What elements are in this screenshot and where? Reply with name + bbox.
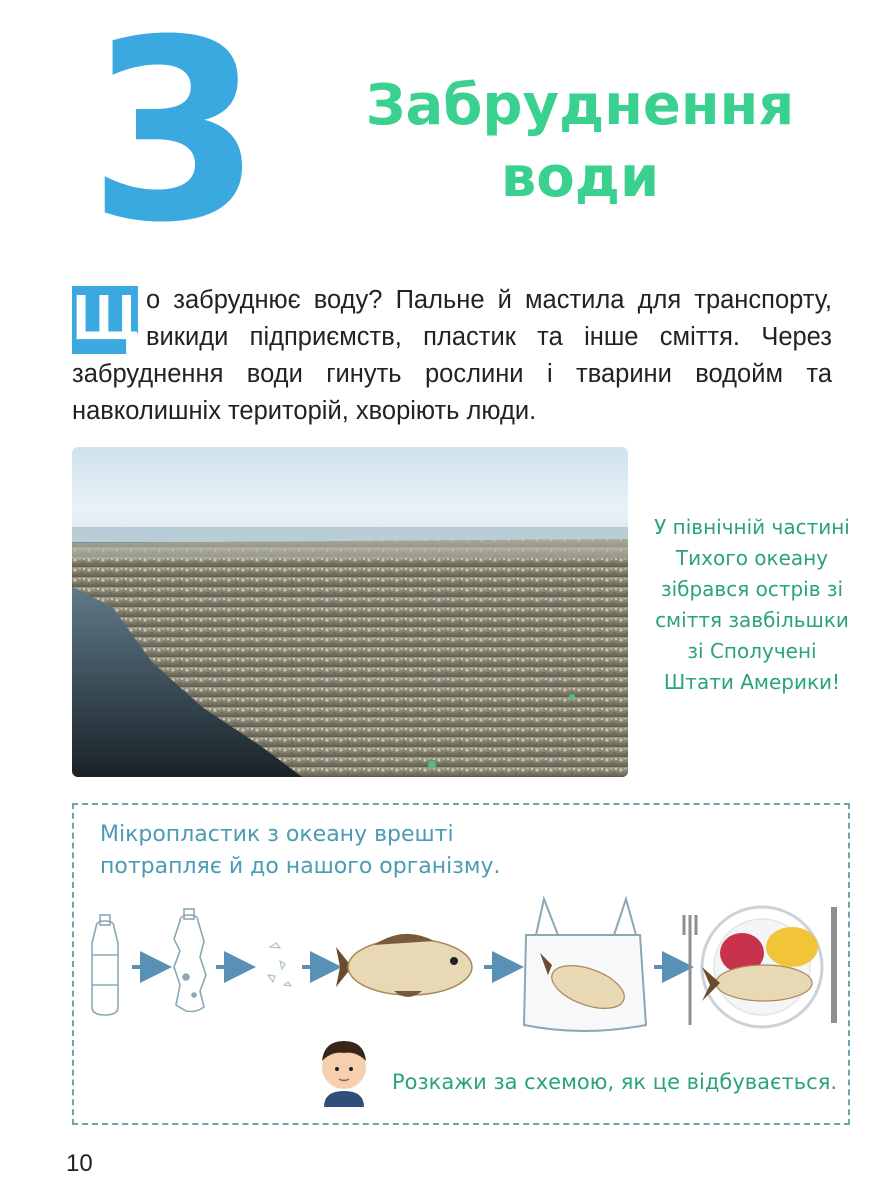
intro-paragraph: [72, 282, 832, 430]
microplastic-title: [100, 819, 560, 883]
page-number: 10: [66, 1150, 93, 1177]
plastic-fragments-icon: [268, 943, 291, 986]
chapter-number: 3: [88, 0, 258, 277]
microplastic-title-line: потрапляє й до нашого організму.: [100, 854, 501, 879]
chapter-title-line1: Забруднення: [365, 73, 795, 138]
side-note: [632, 512, 872, 698]
fish-icon: [336, 934, 472, 997]
intro-text: о забруднює воду? Пальне й мастила для транспорту, викиди підприємств, пластик та інше сміття. Через забруднення води гинуть рослини і тварини водойм та навколишніх територій, хворіють люди.: [72, 286, 832, 425]
chapter-title: [320, 70, 840, 214]
bottle-icon: [92, 915, 118, 1015]
side-note-line: У північній частині: [654, 515, 850, 539]
side-note-line: зі Сполучені: [687, 639, 817, 663]
microplastic-title-line: Мікропластик з океану врешті: [100, 822, 454, 847]
garbage-island-photo: [72, 447, 628, 777]
chapter-title-line2: води: [500, 145, 660, 210]
boy-avatar-icon: [310, 1033, 378, 1107]
side-note-line: Тихого океану: [675, 546, 829, 570]
task-instruction: Розкажи за схемою, як це відбувається.: [392, 1070, 838, 1094]
microplastic-scheme: [74, 895, 848, 1045]
fish-on-plate-icon: [684, 907, 834, 1027]
side-note-line: зібрався острів зі: [660, 577, 844, 601]
side-note-line: Штати Америки!: [663, 670, 841, 694]
crushed-bottle-icon: [174, 909, 206, 1012]
fish-in-bag-icon: [524, 899, 646, 1031]
dropcap: Щ: [72, 281, 138, 353]
side-note-line: сміття завбільшки: [655, 608, 849, 632]
microplastic-box: [72, 803, 850, 1125]
